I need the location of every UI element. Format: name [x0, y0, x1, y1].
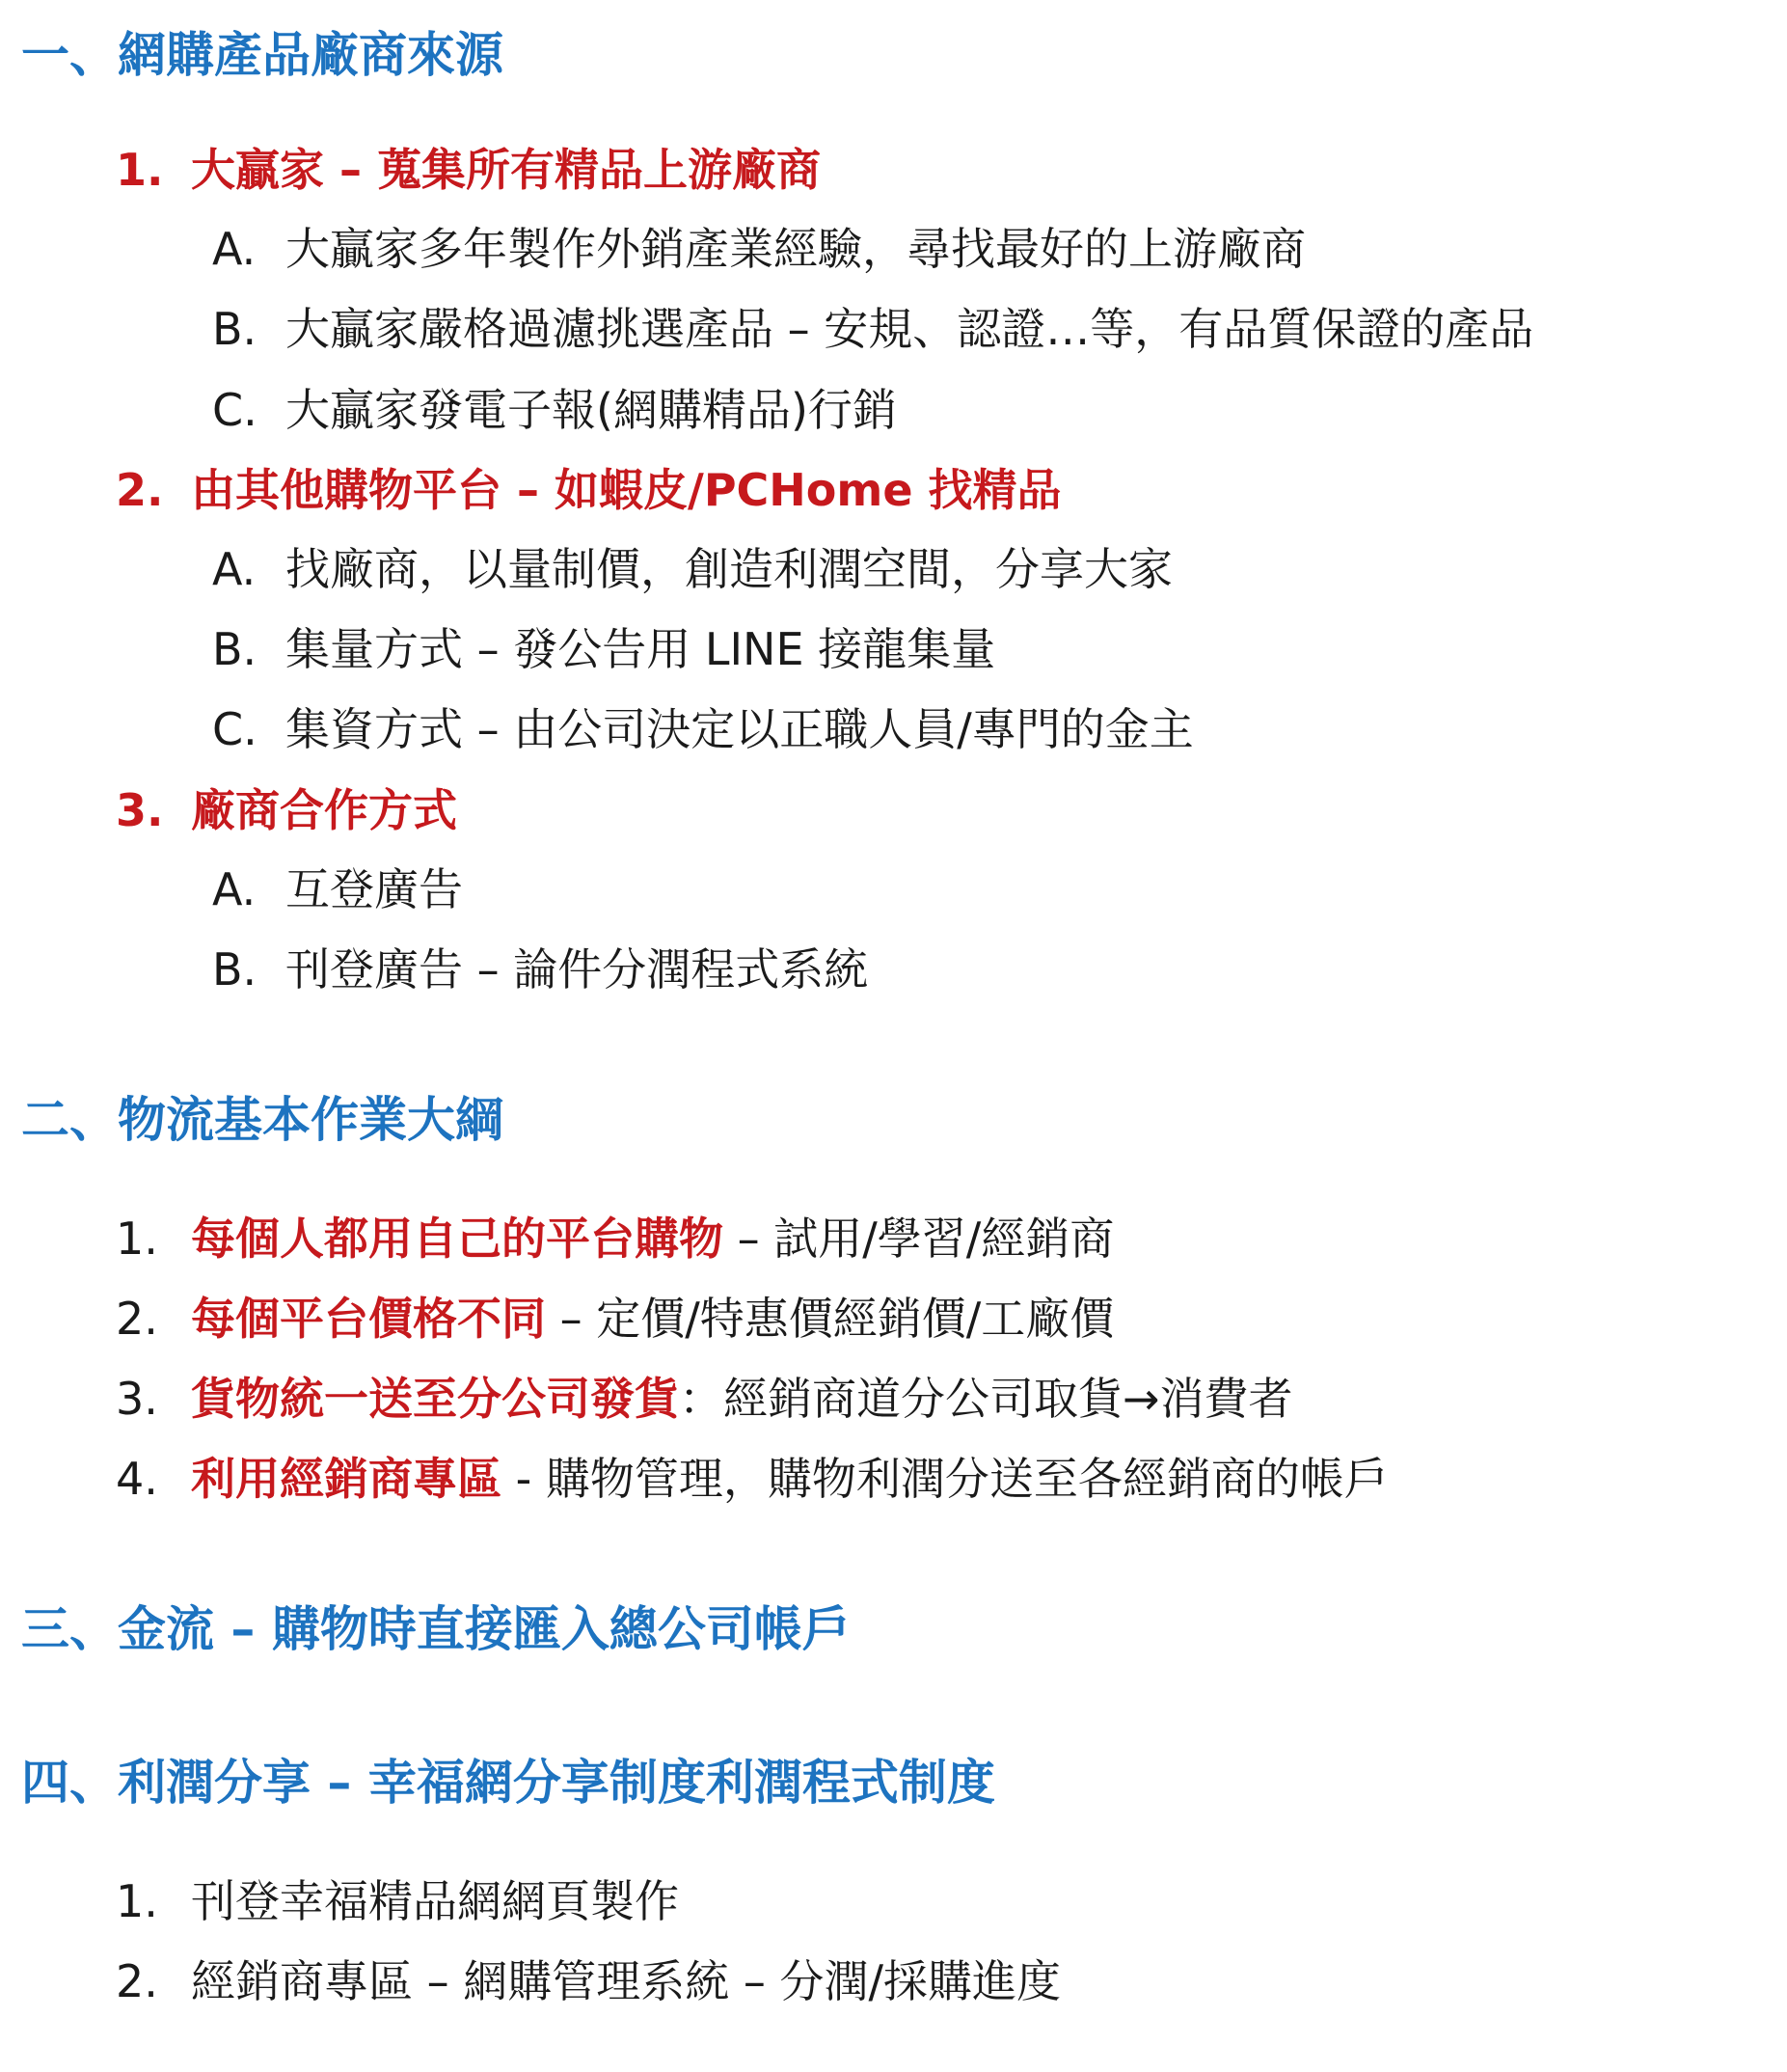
point-emphasis: 貨物統一送至分公司發貨: [191, 1373, 679, 1425]
section-heading-4: 四、利潤分享 – 幸福網分享制度利潤程式制度: [21, 1755, 995, 1811]
item-letter: C.: [212, 703, 257, 755]
point-number: 4.: [116, 1453, 158, 1505]
list-item: [212, 223, 1306, 275]
list-item: [116, 1293, 1115, 1345]
item-letter: A.: [212, 863, 257, 915]
point-emphasis: 利用經銷商專區: [191, 1453, 501, 1505]
item-text: 互登廣告: [285, 863, 463, 915]
list-item: [212, 943, 869, 995]
subheading-text: 由其他購物平台 – 如蝦皮/PCHome 找精品: [191, 464, 1062, 516]
item-letter: C.: [212, 384, 257, 436]
item-text: 集資方式 – 由公司決定以正職人員/專門的金主: [285, 703, 1194, 755]
point-text: ：經銷商道分公司取貨→消費者: [679, 1373, 1293, 1425]
item-letter: A.: [212, 223, 257, 275]
point-text: – 定價/特惠價經銷價/工廠價: [546, 1293, 1115, 1345]
list-item: [116, 1373, 1293, 1425]
list-item: [212, 543, 1173, 595]
point-text: 經銷商專區 – 網購管理系統 – 分潤/採購進度: [191, 1955, 1061, 2007]
point-emphasis: 每個人都用自己的平台購物: [191, 1213, 723, 1265]
list-item: [116, 1875, 679, 1927]
list-item: [116, 1453, 1389, 1505]
point-number: 1.: [116, 1875, 158, 1927]
point-number: 2.: [116, 1293, 158, 1345]
section-heading-3: 三、金流 – 購物時直接匯入總公司帳戶: [21, 1601, 851, 1657]
item-letter: B.: [212, 943, 257, 995]
subheading-1-2: [116, 464, 1062, 516]
item-letter: A.: [212, 543, 257, 595]
point-number: 2.: [116, 1955, 158, 2007]
item-text: 大贏家多年製作外銷產業經驗，尋找最好的上游廠商: [285, 223, 1306, 275]
subheading-1-3: [116, 784, 457, 836]
point-text: 刊登幸福精品網網頁製作: [191, 1875, 679, 1927]
item-text: 大贏家發電子報(網購精品)行銷: [285, 384, 897, 436]
point-text: – 試用/學習/經銷商: [723, 1213, 1115, 1265]
list-item: [212, 623, 996, 675]
list-item: [212, 863, 463, 915]
item-text: 集量方式 – 發公告用 LINE 接龍集量: [285, 623, 996, 675]
section-heading-2: 二、物流基本作業大綱: [21, 1092, 503, 1148]
section-heading-1: 一、網購產品廠商來源: [21, 27, 503, 83]
list-item: [212, 303, 1534, 355]
item-text: 刊登廣告 – 論件分潤程式系統: [285, 943, 869, 995]
item-text: 找廠商，以量制價，創造利潤空間，分享大家: [285, 543, 1173, 595]
point-number: 3.: [116, 1373, 158, 1425]
subheading-number: 3.: [116, 784, 164, 836]
item-text: 大贏家嚴格過濾挑選產品 – 安規、認證…等，有品質保證的產品: [285, 303, 1534, 355]
list-item: [212, 384, 897, 436]
subheading-number: 2.: [116, 464, 164, 516]
subheading-text: 大贏家 – 蒐集所有精品上游廠商: [191, 144, 822, 196]
list-item: [116, 1955, 1061, 2007]
list-item: [116, 1213, 1115, 1265]
subheading-number: 1.: [116, 144, 164, 196]
point-emphasis: 每個平台價格不同: [191, 1293, 546, 1345]
item-letter: B.: [212, 303, 257, 355]
point-text: - 購物管理，購物利潤分送至各經銷商的帳戶: [501, 1453, 1389, 1505]
subheading-1-1: [116, 144, 822, 196]
list-item: [212, 703, 1194, 755]
subheading-text: 廠商合作方式: [191, 784, 457, 836]
point-number: 1.: [116, 1213, 158, 1265]
item-letter: B.: [212, 623, 257, 675]
